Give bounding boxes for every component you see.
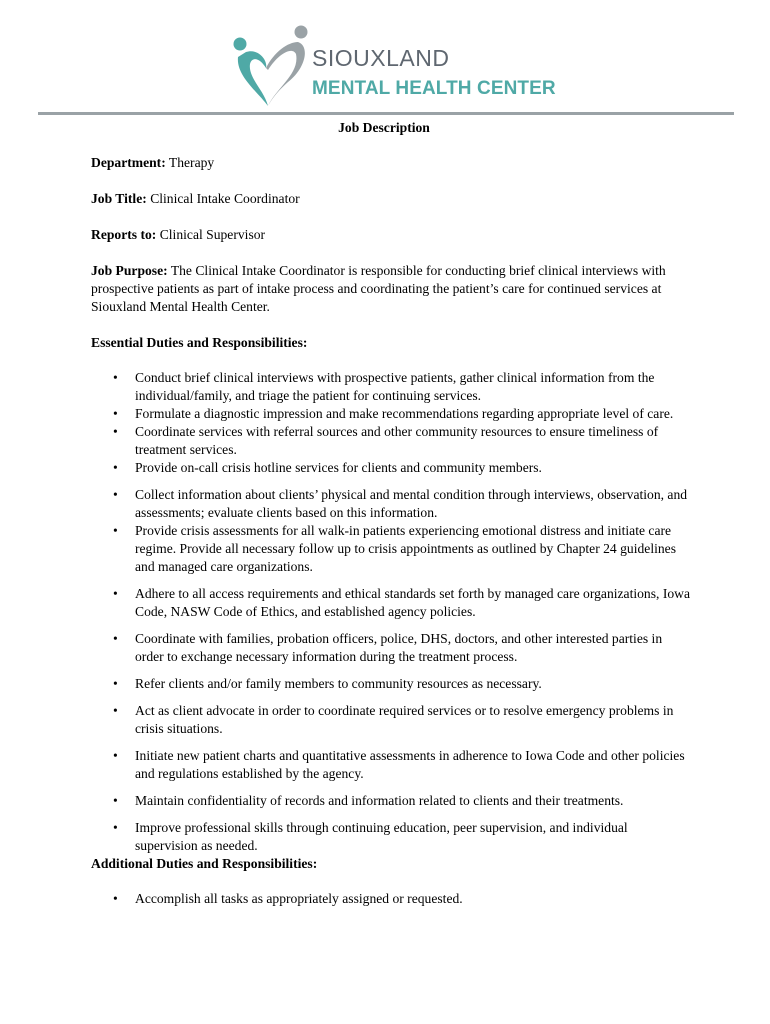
bullet-icon: •: [113, 703, 118, 718]
list-item: [91, 405, 691, 423]
additional-duties-heading: Additional Duties and Responsibilities:: [91, 856, 318, 871]
bullet-icon: •: [113, 793, 118, 808]
list-item: [91, 747, 691, 783]
list-item-text: Provide crisis assessments for all walk-in patients experiencing emotional distress and initiate care regime. Provide all necessary follow up to crisis appointments as outlined by Chapter 24 guidelines and managed care organizations.: [135, 523, 676, 574]
list-item-text: Coordinate with families, probation officers, police, DHS, doctors, and other interested parties in order to exchange necessary information during the treatment process.: [135, 631, 663, 664]
list-item-text: Provide on-call crisis hotline services for clients and community members.: [135, 460, 542, 475]
bullet-icon: •: [113, 406, 118, 421]
list-item: [91, 522, 691, 576]
list-item-text: Act as client advocate in order to coordinate required services or to resolve emergency problems in crisis situations.: [135, 703, 674, 736]
field-value: Therapy: [168, 155, 215, 170]
header-divider: [38, 112, 734, 115]
list-item-text: Conduct brief clinical interviews with prospective patients, gather clinical information from the individual/family, and triage the patient for continuing services.: [135, 370, 655, 403]
document-body: [91, 119, 691, 908]
list-item-text: Coordinate services with referral sources and other community resources to ensure timeliness of treatment services.: [135, 424, 659, 457]
essential-duties-heading: Essential Duties and Responsibilities:: [91, 335, 308, 350]
list-item-text: Initiate new patient charts and quantitative assessments in adherence to Iowa Code and other policies and regulations established by the agency.: [135, 748, 685, 781]
field-value: The Clinical Intake Coordinator is responsible for conducting brief clinical interviews with prospective patients as part of intake process and coordinating the patient’s care for continued services at Siouxland Mental Health Center.: [91, 263, 666, 314]
list-item-text: Adhere to all access requirements and ethical standards set forth by managed care organizations, Iowa Code, NASW Code of Ethics, and established agency policies.: [135, 586, 690, 619]
reports-to-field: [91, 226, 691, 244]
bullet-icon: •: [113, 586, 118, 601]
list-item-text: Maintain confidentiality of records and information related to clients and their treatments.: [135, 793, 624, 808]
list-item: [91, 890, 691, 908]
job-purpose-field: [91, 262, 691, 316]
list-item: [91, 585, 691, 621]
bullet-icon: •: [113, 676, 118, 691]
bullet-icon: •: [113, 370, 118, 385]
document-title: Job Description: [338, 120, 430, 135]
list-item: [91, 675, 691, 693]
bullet-icon: •: [113, 631, 118, 646]
list-item: [91, 369, 691, 405]
bullet-icon: •: [113, 487, 118, 502]
list-item: [91, 423, 691, 459]
list-item: [91, 819, 691, 855]
job-title-field: [91, 190, 691, 208]
list-item-text: Collect information about clients’ physical and mental condition through interviews, observation, and assessments; evaluate clients based on this information.: [135, 487, 688, 520]
list-item-text: Improve professional skills through continuing education, peer supervision, and individual supervision as needed.: [135, 820, 628, 853]
letterhead: [0, 0, 770, 120]
field-value: Clinical Intake Coordinator: [150, 191, 300, 206]
list-item-text: Accomplish all tasks as appropriately assigned or requested.: [135, 891, 463, 906]
list-item: [91, 486, 691, 522]
bullet-icon: •: [113, 820, 118, 835]
brand-name-line2: MENTAL HEALTH CENTER: [312, 78, 556, 99]
list-item: [91, 792, 691, 810]
field-label: Job Title:: [91, 191, 147, 206]
bullet-icon: •: [113, 748, 118, 763]
bullet-icon: •: [113, 523, 118, 538]
heart-figures-logo-icon: [228, 24, 308, 110]
list-item-text: Formulate a diagnostic impression and make recommendations regarding appropriate level of care.: [135, 406, 674, 421]
list-item: [91, 630, 691, 666]
field-value: Clinical Supervisor: [159, 227, 266, 242]
bullet-icon: •: [113, 891, 118, 906]
bullet-icon: •: [113, 424, 118, 439]
department-field: [91, 154, 691, 172]
list-item: [91, 702, 691, 738]
brand-name-line1: SIOUXLAND: [312, 45, 450, 71]
essential-duties-list: [91, 369, 691, 855]
field-label: Job Purpose:: [91, 263, 168, 278]
field-label: Department:: [91, 155, 166, 170]
list-item: [91, 459, 691, 477]
list-item-text: Refer clients and/or family members to community resources as necessary.: [135, 676, 542, 691]
additional-duties-list: [91, 890, 691, 908]
bullet-icon: •: [113, 460, 118, 475]
field-label: Reports to:: [91, 227, 157, 242]
